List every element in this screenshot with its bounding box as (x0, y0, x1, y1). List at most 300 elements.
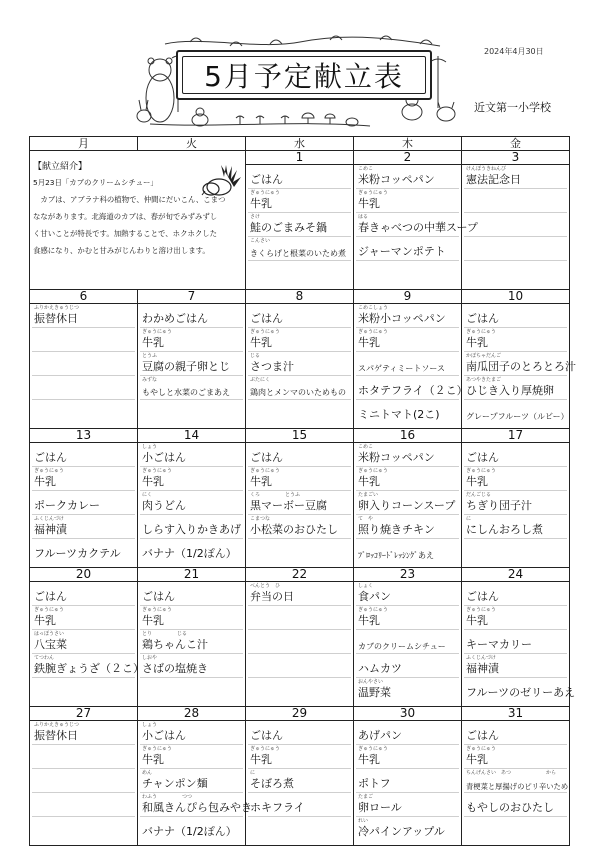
dish-name: 牛乳 (358, 614, 380, 627)
intro-line: く甘いことが特長です。加熱することで、ホクホクした (33, 229, 218, 238)
menu-row (32, 654, 144, 678)
menu-row (248, 817, 351, 841)
menu-items (30, 582, 144, 702)
furigana: こんさい (250, 238, 271, 244)
day-number: 14 (138, 429, 245, 443)
dish-name: ﾌﾞﾛｯｺﾘｰﾄﾞﾚｯｼﾝｸﾞあえ (358, 551, 434, 560)
menu-row (140, 654, 243, 678)
document-date: 2024年4月30日 (484, 47, 544, 56)
menu-row (464, 769, 567, 793)
day-cell (138, 706, 252, 846)
menu-row (32, 400, 135, 424)
menu-row (464, 630, 567, 654)
intro-line: 5月23日「カブのクリームシチュー」 (33, 178, 158, 187)
menu-items (354, 304, 468, 424)
menu-row (32, 817, 135, 841)
dish-name: 肉うどん (142, 499, 186, 512)
dish-name: 牛乳 (466, 475, 488, 488)
menu-row (356, 237, 459, 261)
menu-row (32, 467, 135, 491)
menu-row (32, 793, 135, 817)
menu-row (356, 352, 459, 376)
furigana: に (466, 516, 472, 522)
furigana: ぎゅうにゅう (142, 329, 172, 335)
dish-name: 牛乳 (142, 614, 164, 627)
menu-row (248, 189, 351, 213)
menu-row (248, 213, 351, 237)
day-cell (354, 707, 462, 846)
menu-row (140, 630, 243, 654)
day-cell (246, 568, 354, 707)
menu-row (32, 678, 135, 702)
furigana: だんごじる (466, 492, 492, 498)
furigana: けんぽうきねんび (466, 166, 507, 172)
day-number: 29 (246, 707, 353, 721)
dish-name: 米粉小コッペパン (358, 312, 446, 325)
dish-name: 小ごはん (142, 451, 186, 464)
dish-name: 牛乳 (358, 475, 380, 488)
menu-row (464, 817, 567, 841)
menu-row (248, 630, 351, 654)
furigana: めん (142, 770, 153, 776)
furigana: じる (250, 353, 261, 359)
furigana: ぎゅうにゅう (34, 468, 64, 474)
menu-row (140, 793, 252, 817)
furigana: ぎゅうにゅう (466, 329, 496, 335)
dish-name: きくらげと根菜のいため煮 (250, 249, 346, 258)
furigana: ぎゅうにゅう (358, 190, 388, 196)
furigana: とうふ (142, 353, 158, 359)
menu-row (140, 443, 243, 467)
dish-name: 牛乳 (142, 336, 164, 349)
furigana: に (250, 770, 256, 776)
furigana: はっぽうさい (34, 631, 65, 637)
day-cell (138, 290, 246, 429)
dish-name: ごはん (466, 590, 499, 603)
intro-line: なながあります。北海道のカブは、春が旬でみずみずし (33, 212, 218, 221)
furigana: しおや (142, 655, 158, 661)
dish-name: 鉄腕ぎょうざ（２こ） (34, 662, 144, 675)
dish-name: 鶏肉とメンマのいためもの (250, 388, 346, 397)
menu-row (140, 721, 243, 745)
dish-name: 食パン (358, 590, 391, 603)
day-cell (354, 568, 462, 707)
furigana: しょく (358, 583, 374, 589)
furigana: れい (358, 818, 369, 824)
menu-row (248, 678, 351, 702)
menu-row (32, 352, 135, 376)
furigana: ぎゅうにゅう (358, 468, 388, 474)
day-number: 17 (462, 429, 569, 443)
day-number: 22 (246, 568, 353, 582)
calendar-week (30, 151, 570, 290)
furigana: ぎゅうにゅう (358, 329, 388, 335)
menu-row (464, 376, 567, 400)
dish-name: 八宝菜 (34, 638, 67, 651)
dish-name: わかめごはん (142, 312, 208, 325)
menu-row (140, 328, 243, 352)
weekday-header: 水 (246, 137, 354, 151)
calendar-week (30, 568, 570, 707)
furigana: ふりかえきゅうじつ (34, 722, 80, 728)
furigana: しょう (142, 444, 158, 450)
dish-name: 春きゃべつの中華スープ (358, 221, 478, 234)
menu-items (30, 443, 137, 563)
furigana: しょう (142, 722, 158, 728)
menu-row (248, 793, 351, 817)
dish-name: 米粉コッペパン (358, 451, 435, 464)
weekday-header: 火 (138, 137, 246, 151)
menu-items (138, 443, 245, 563)
furigana: たまご (358, 794, 374, 800)
menu-row (248, 400, 351, 424)
furigana: くろ とうふ (250, 492, 301, 498)
dish-name: 弁当の日 (250, 590, 294, 603)
dish-name: しらす入りかきあげ (142, 523, 241, 536)
menu-row (356, 328, 459, 352)
menu-row (356, 443, 459, 467)
menu-row (356, 400, 459, 424)
furigana: ぎゅうにゅう (358, 746, 388, 752)
dish-name: 小ごはん (142, 729, 186, 742)
furigana: わふう つつ (142, 794, 193, 800)
dish-name: さばの塩焼き (142, 662, 208, 675)
furigana: ふりかえきゅうじつ (34, 305, 80, 311)
day-number: 13 (30, 429, 137, 443)
day-cell (462, 429, 570, 568)
furigana: ふくじんづけ (466, 655, 496, 661)
dish-name: 豆腐の親子卵とじ (142, 360, 230, 373)
furigana: て や (358, 516, 374, 522)
dish-name: キーマカリー (466, 638, 532, 651)
menu-items (30, 304, 137, 424)
dish-name: ごはん (250, 729, 283, 742)
menu-row (464, 606, 567, 630)
intro-line: 食感になり、かむと甘みがじんわりと溶け出します。 (33, 246, 210, 255)
menu-row (356, 304, 459, 328)
menu-items (354, 443, 461, 563)
dish-name: ごはん (466, 729, 499, 742)
dish-name: 和風きんぴら包みやき (142, 801, 252, 814)
dish-name: ごはん (250, 451, 283, 464)
menu-row (248, 467, 351, 491)
menu-row (248, 261, 351, 285)
dish-name: 牛乳 (466, 336, 488, 349)
menu-row (464, 261, 567, 285)
menu-row (356, 606, 459, 630)
furigana: ぎゅうにゅう (466, 607, 496, 613)
day-cell (246, 707, 354, 846)
menu-items (354, 721, 461, 841)
dish-name: 憲法記念日 (466, 173, 521, 186)
menu-row (140, 515, 243, 539)
menu-items (138, 304, 245, 424)
day-number: 8 (246, 290, 353, 304)
menu-row (464, 721, 567, 745)
day-cell (462, 151, 570, 290)
menu-row (32, 630, 135, 654)
menu-row (464, 745, 567, 769)
dish-name: フルーツカクテル (34, 547, 121, 560)
furigana: ぎゅうにゅう (250, 190, 280, 196)
dish-name: 牛乳 (142, 753, 164, 766)
day-number: 30 (354, 707, 461, 721)
intro-cell (30, 151, 246, 290)
dish-name: 牛乳 (34, 475, 56, 488)
day-cell (462, 289, 576, 429)
menu-row (356, 165, 459, 189)
dish-name: グレープフルーツ（ルビー） (466, 412, 569, 421)
menu-calendar (29, 136, 576, 846)
menu-items (246, 165, 353, 285)
dish-name: ハムカツ (358, 662, 402, 675)
menu-row (464, 352, 576, 376)
menu-row (464, 165, 567, 189)
dish-name: 牛乳 (358, 753, 380, 766)
dish-name: 牛乳 (250, 336, 272, 349)
dish-name: ジャーマンポテト (358, 245, 446, 258)
menu-row (248, 539, 351, 563)
menu-row (464, 328, 567, 352)
dish-name: ポークカレー (34, 499, 100, 512)
furigana: ぎゅうにゅう (250, 746, 280, 752)
menu-items (354, 165, 478, 285)
dish-name: ポトフ (358, 777, 391, 790)
menu-items (138, 721, 252, 841)
menu-introduction (33, 159, 239, 259)
menu-items (246, 304, 353, 424)
menu-row (464, 304, 567, 328)
dish-name: ごはん (250, 312, 283, 325)
dish-name: カブのクリームシチュー (358, 642, 446, 651)
menu-row (248, 491, 351, 515)
furigana: ぎゅうにゅう (34, 607, 64, 613)
menu-row (32, 328, 135, 352)
menu-row (140, 678, 243, 702)
furigana: ぎゅうにゅう (142, 468, 172, 474)
furigana: とり じる (142, 631, 188, 637)
menu-row (32, 539, 135, 563)
dish-name: 牛乳 (358, 336, 380, 349)
menu-row (140, 467, 243, 491)
dish-name: ミニトマト(2こ) (358, 408, 440, 421)
dish-name: ちぎり団子汁 (466, 499, 532, 512)
dish-name: ごはん (466, 451, 499, 464)
dish-name: フルーツのゼリーあえ (466, 686, 576, 699)
dish-name: 振替休日 (34, 729, 78, 742)
furigana: こまつな (250, 516, 271, 522)
menu-row (464, 189, 567, 213)
menu-row (248, 328, 351, 352)
menu-row (248, 515, 351, 539)
menu-row (32, 304, 135, 328)
menu-row (356, 539, 459, 563)
day-cell (462, 707, 570, 846)
dish-name: さつま汁 (250, 360, 294, 373)
menu-items (462, 165, 569, 285)
dish-name: 牛乳 (466, 614, 488, 627)
menu-items (246, 443, 353, 563)
menu-row (356, 745, 459, 769)
dish-name: 牛乳 (466, 753, 488, 766)
menu-row (140, 745, 243, 769)
menu-row (464, 793, 567, 817)
dish-name: 牛乳 (250, 197, 272, 210)
menu-row (464, 515, 567, 539)
dish-name: 青梗菜と厚揚げのピリ辛いため (466, 782, 569, 791)
furigana: さけ (250, 214, 261, 220)
dish-name: ごはん (34, 451, 67, 464)
menu-row (464, 467, 567, 491)
day-number: 24 (462, 568, 569, 582)
menu-row (248, 304, 351, 328)
menu-row (140, 817, 243, 841)
dish-name: 牛乳 (34, 614, 56, 627)
furigana: ぎゅうにゅう (250, 468, 280, 474)
dish-name: もやしと水菜のごまあえ (142, 388, 230, 397)
dish-name: あげパン (358, 729, 402, 742)
dish-name: 牛乳 (142, 475, 164, 488)
menu-row (140, 376, 243, 400)
menu-row (248, 237, 351, 261)
dish-name: ホキフライ (250, 801, 305, 814)
menu-row (464, 539, 567, 563)
dish-name: 卵ロール (358, 801, 402, 814)
dish-name: バナナ（1/2ぽん） (142, 547, 237, 560)
furigana: ぎゅうにゅう (466, 468, 496, 474)
dish-name: もやしのおひたし (466, 801, 554, 814)
menu-row (464, 582, 567, 606)
menu-row (356, 467, 459, 491)
menu-row (356, 721, 459, 745)
page-title: 5月予定献立表 (204, 60, 404, 93)
day-cell (30, 290, 138, 429)
menu-row (248, 352, 351, 376)
day-number: 6 (30, 290, 137, 304)
menu-row (356, 817, 459, 841)
dish-name: チャンポン麺 (142, 777, 208, 790)
menu-row (356, 654, 459, 678)
furigana: ぶたにく (250, 377, 271, 383)
day-number: 21 (138, 568, 245, 582)
menu-row (248, 165, 351, 189)
menu-row (248, 443, 351, 467)
furigana: こめこ (358, 444, 374, 450)
menu-row (464, 400, 567, 424)
calendar-week (30, 429, 570, 568)
menu-row (140, 491, 243, 515)
menu-items (462, 304, 576, 424)
furigana: はる (358, 214, 369, 220)
menu-row (32, 491, 135, 515)
dish-name: ひじき入り厚焼卵 (466, 384, 554, 397)
day-number: 7 (138, 290, 245, 304)
day-cell (354, 429, 462, 568)
dish-name: スパゲティミートソース (358, 364, 445, 373)
menu-row (464, 443, 567, 467)
menu-row (140, 582, 243, 606)
menu-row (248, 606, 351, 630)
weekday-header: 金 (462, 137, 570, 151)
day-number: 3 (462, 151, 569, 165)
menu-items (462, 721, 569, 841)
dish-name: 牛乳 (358, 197, 380, 210)
calendar-week (30, 290, 570, 429)
day-number: 9 (354, 290, 461, 304)
day-number: 23 (354, 568, 461, 582)
intro-heading: 【献立紹介】 (33, 162, 88, 172)
dish-name: 牛乳 (250, 753, 272, 766)
furigana: こめこしょう (358, 305, 389, 311)
menu-row (140, 400, 243, 424)
menu-items (246, 582, 353, 702)
menu-row (248, 376, 351, 400)
dish-name: 照り焼きチキン (358, 523, 435, 536)
day-cell (246, 429, 354, 568)
menu-items (462, 443, 569, 563)
day-number: 20 (30, 568, 137, 582)
day-number: 2 (354, 151, 461, 165)
menu-row (464, 654, 567, 678)
day-number: 10 (462, 290, 569, 304)
menu-row (356, 630, 459, 654)
furigana: みずな (142, 377, 158, 383)
menu-row (140, 352, 243, 376)
dish-name: ホタテフライ（２こ） (358, 384, 468, 397)
dish-name: 卵入りコーンスープ (358, 499, 456, 512)
calendar-week (30, 707, 570, 846)
menu-row (248, 582, 351, 606)
day-number: 16 (354, 429, 461, 443)
weekday-header: 月 (30, 137, 138, 151)
furigana: こめこ (358, 166, 374, 172)
dish-name: 福神漬 (34, 523, 67, 536)
day-cell (354, 150, 478, 290)
day-cell (138, 568, 246, 707)
menu-row (32, 376, 135, 400)
menu-row (140, 539, 243, 563)
dish-name: そぼろ煮 (250, 777, 294, 790)
day-number: 28 (138, 707, 245, 721)
menu-row (32, 745, 135, 769)
menu-row (140, 606, 243, 630)
dish-name: 鮭のごまみそ鍋 (250, 221, 327, 234)
dish-name: 冷パインアップル (358, 825, 445, 838)
furigana: ぎゅうにゅう (142, 746, 172, 752)
furigana: ぎゅうにゅう (142, 607, 172, 613)
furigana: たまごい (358, 492, 379, 498)
dish-name: 温野菜 (358, 686, 391, 699)
day-cell (30, 707, 138, 846)
turnip-icon (201, 163, 249, 197)
menu-row (248, 654, 351, 678)
weekday-header: 木 (354, 137, 462, 151)
menu-row (32, 515, 135, 539)
day-number: 27 (30, 707, 137, 721)
dish-name: ごはん (466, 312, 499, 325)
menu-row (32, 721, 135, 745)
menu-row (248, 745, 351, 769)
menu-row (356, 189, 459, 213)
dish-name: 福神漬 (466, 662, 499, 675)
furigana: ちんげんさい あつ から (466, 770, 557, 776)
menu-row (32, 606, 135, 630)
day-cell (30, 429, 138, 568)
dish-name: 牛乳 (250, 475, 272, 488)
menu-row (248, 721, 351, 745)
dish-name: ごはん (142, 590, 175, 603)
menu-row (464, 213, 567, 237)
